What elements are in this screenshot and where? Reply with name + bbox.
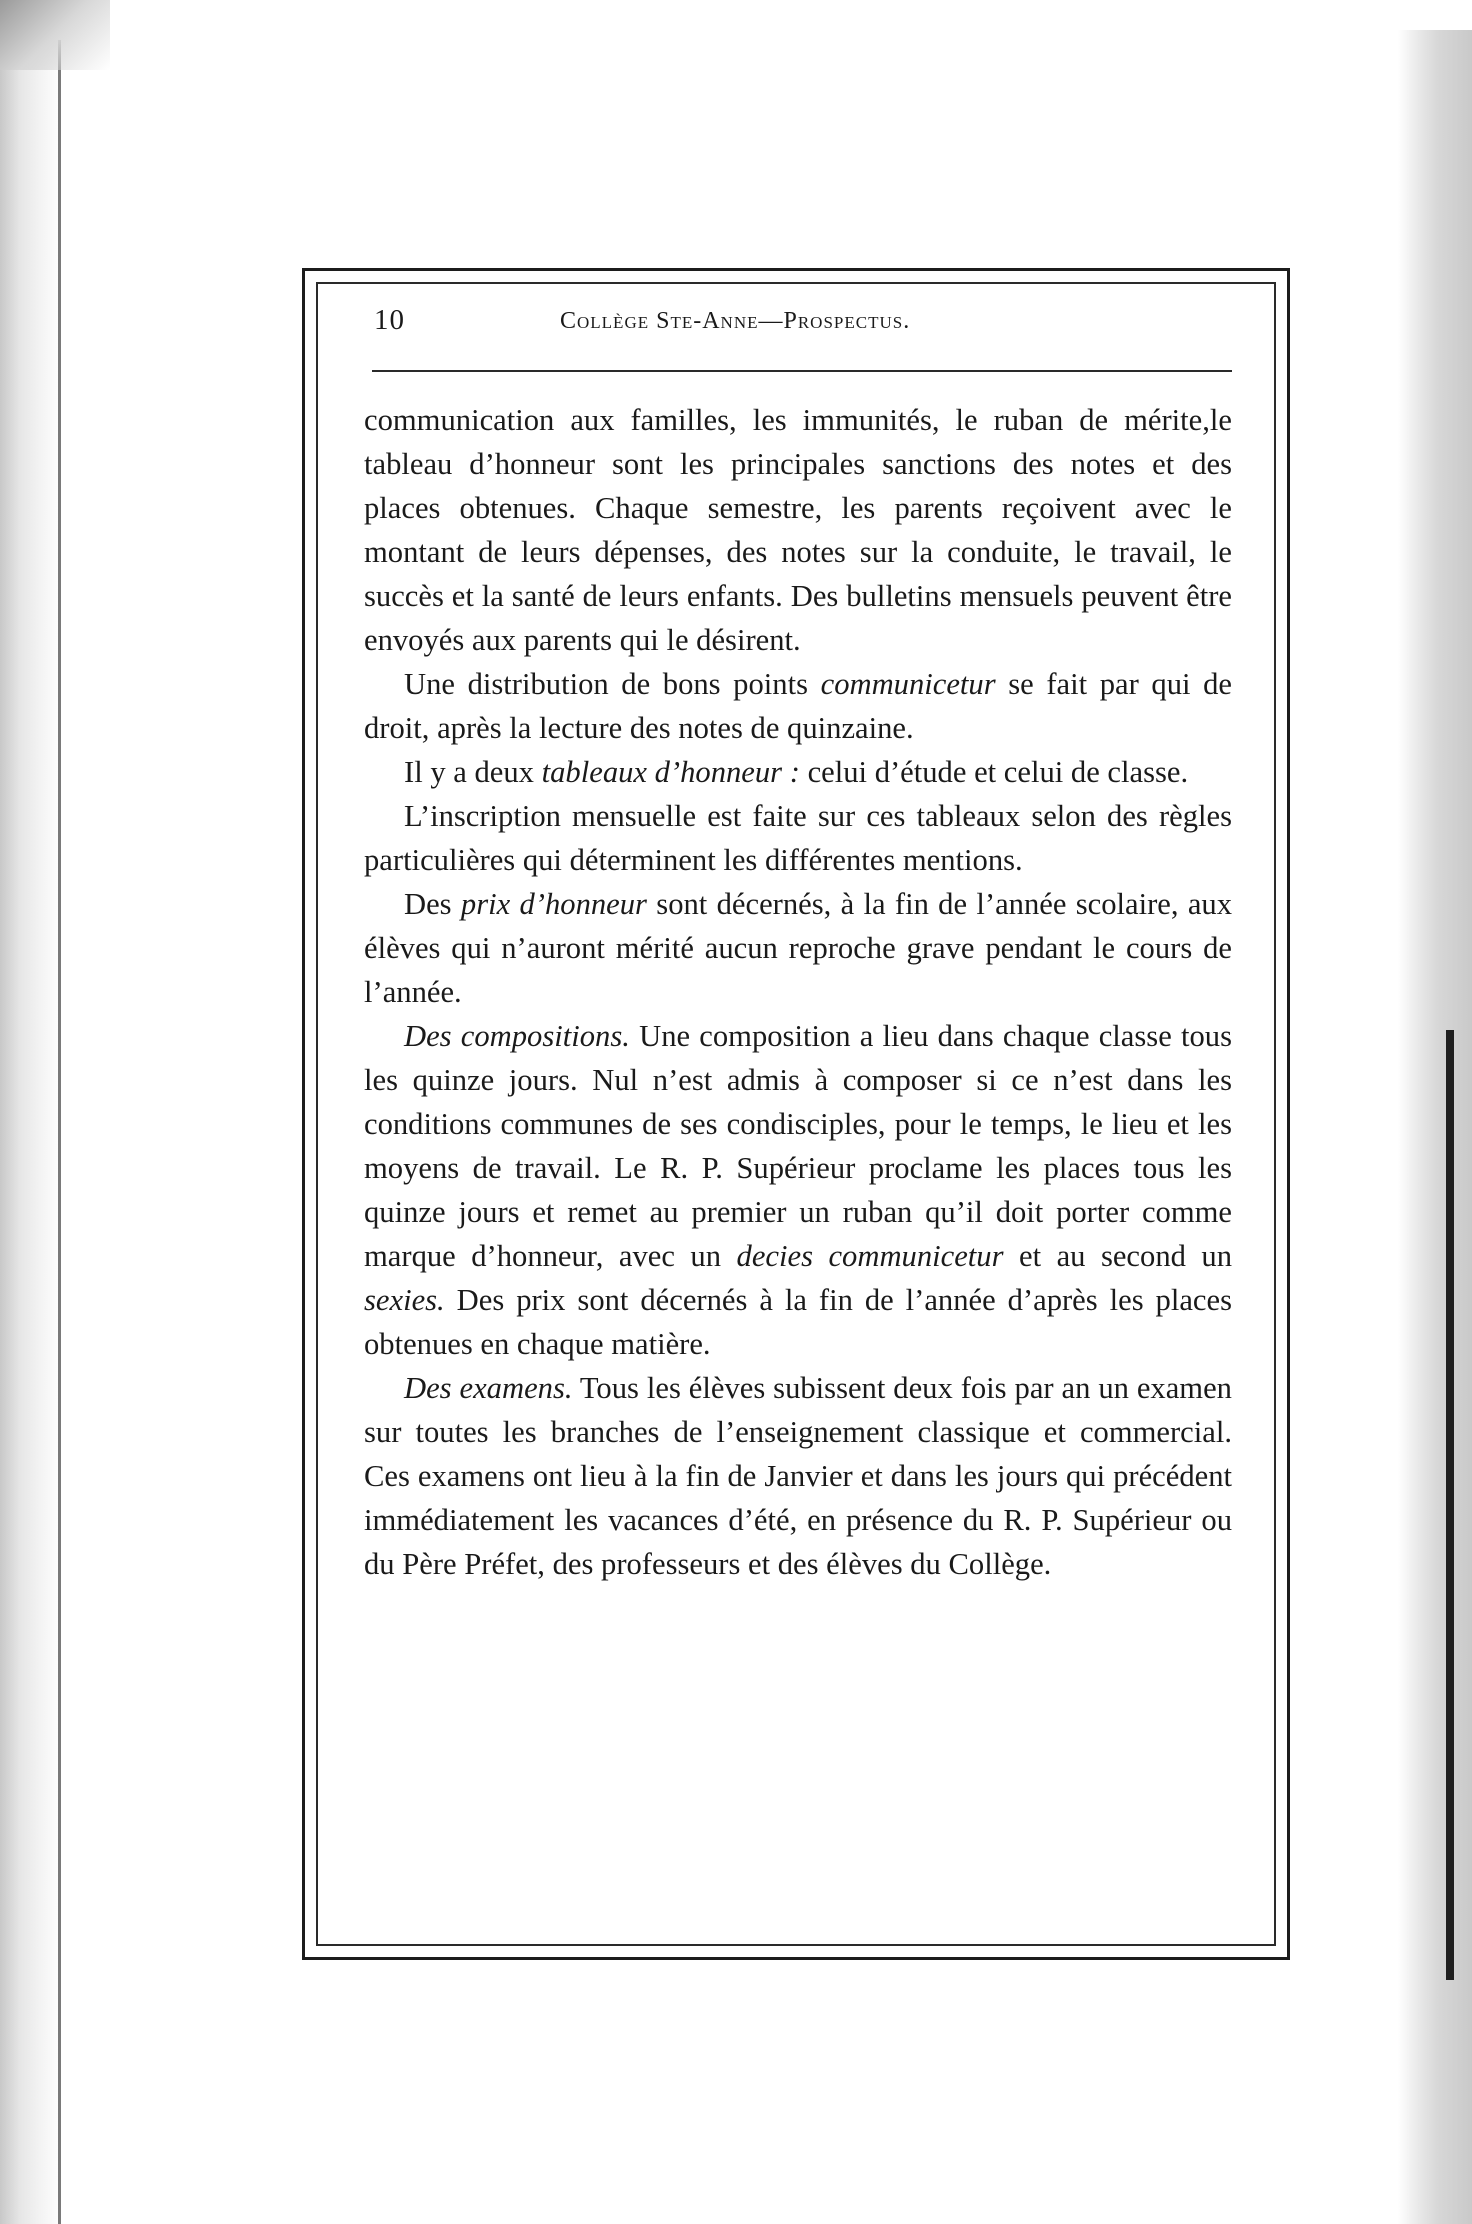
text-run: Une distribution de bons points	[404, 667, 821, 701]
paragraph-tableaux	[364, 750, 1232, 794]
text-run: Des	[404, 887, 461, 921]
italic-term: prix d’honneur	[460, 887, 647, 921]
adjacent-page-shadow-line	[1446, 1030, 1454, 1980]
header-rule	[372, 370, 1232, 372]
scan-corner-shadow	[0, 0, 110, 70]
paragraph-examens	[364, 1366, 1232, 1586]
text-run: et au second un	[1003, 1239, 1232, 1273]
adjacent-page-edge	[1398, 30, 1472, 2224]
italic-term: tableaux d’honneur :	[541, 755, 800, 789]
scan-left-shadow-line	[58, 40, 61, 2224]
text-run: Des prix sont décernés à la fin de l’année d’après les places obtenues en chaque matière.	[364, 1283, 1232, 1361]
paragraph-prix-honneur	[364, 882, 1232, 1014]
paragraph-text: L’inscription mensuelle est faite sur ces tableaux selon des règles particulières qui déterminent les différentes mentions.	[364, 799, 1232, 877]
body-text	[364, 398, 1232, 1586]
text-run: Une composition a lieu dans chaque classe tous les quinze jours. Nul n’est admis à composer si ce n’est dans les conditions communes de ses condisciples, pour le temps, le lieu et les moyens de travail. Le R. P. Supérieur proclame les places tous les quinze jours et remet au premier un ruban qu’il doit porter comme marque d’honneur, avec un	[364, 1019, 1232, 1273]
page-number: 10	[374, 304, 405, 336]
italic-term: decies communicetur	[736, 1239, 1004, 1273]
text-run: sont décernés, à la fin de l’année scolaire, aux élèves qui n’auront mérité aucun reproche grave pendant le cours de l’année.	[364, 887, 1232, 1009]
text-run: Il y a deux	[404, 755, 542, 789]
paragraph-text: communication aux familles, les immunités, le ruban de mérite,le tableau d’honneur sont les principales sanctions des notes et des places obtenues. Chaque semestre, les parents reçoivent avec le montant de leurs dépenses, des notes sur la conduite, le travail, le succès et la santé de leurs enfants. Des bulletins mensuels peuvent être envoyés aux parents qui le désirent.	[364, 403, 1232, 657]
section-heading-compositions: Des compositions.	[404, 1019, 630, 1053]
text-run: celui d’étude et celui de classe.	[799, 755, 1189, 789]
section-heading-examens: Des examens.	[404, 1371, 573, 1405]
paragraph-bons-points	[364, 662, 1232, 750]
italic-term: sexies.	[364, 1283, 445, 1317]
text-run: Tous les élèves subissent deux fois par an un examen sur toutes les branches de l’enseignement classique et commercial. Ces examens ont lieu à la fin de Janvier et dans les jours qui précédent immédiatement les vacances d’été, en présence du R. P. Supérieur ou du Père Préfet, des professeurs et des élèves du Collège.	[364, 1371, 1232, 1581]
running-title: Collège Ste-Anne—Prospectus.	[560, 308, 911, 334]
text-run: se fait par qui de droit, après la lecture des notes de quinzaine.	[364, 667, 1233, 745]
paragraph-sanctions	[364, 398, 1232, 662]
paragraph-inscription	[364, 794, 1232, 882]
page-header	[374, 298, 1234, 356]
paragraph-compositions	[364, 1014, 1232, 1366]
scan-left-edge	[0, 0, 62, 2224]
italic-term: communicetur	[820, 667, 996, 701]
